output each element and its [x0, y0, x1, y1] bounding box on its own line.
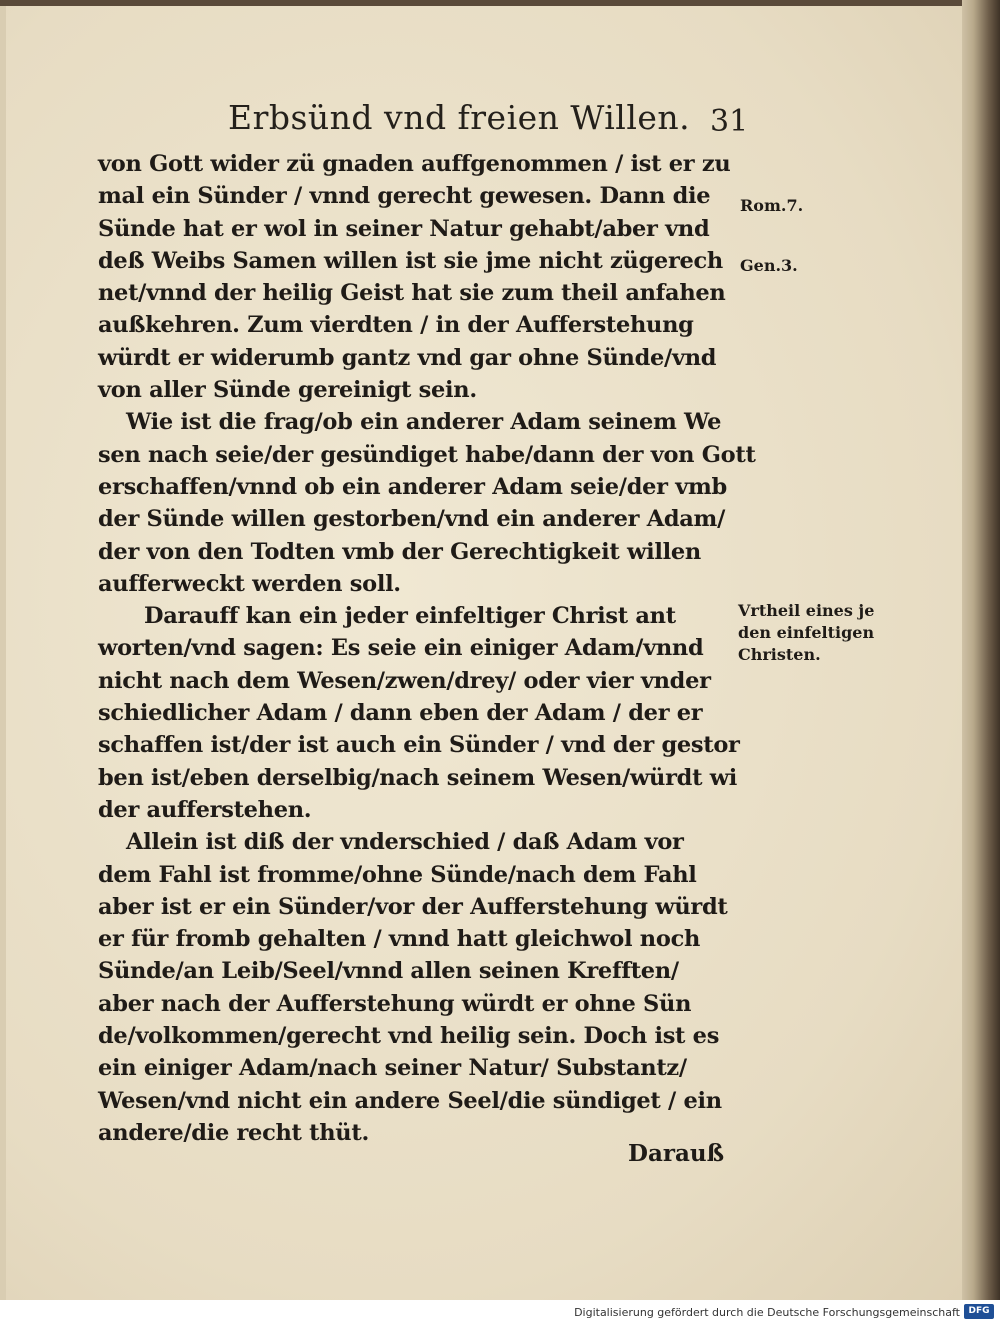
margin-note-line: Christen.	[738, 645, 821, 664]
text-line: ben ist/eben derselbig/nach seinem Wesen/würdt wi	[98, 764, 738, 791]
paragraph-start: Allein ist diß der vnderschied / daß Adam vor	[126, 829, 684, 856]
text-line: von aller Sünde gereinigt sein.	[98, 377, 477, 404]
text-line: Wesen/vnd nicht ein andere Seel/die sündiget / ein	[98, 1087, 722, 1114]
text-line: würdt er widerumb gantz vnd gar ohne Sünde/vnd	[98, 344, 717, 371]
text-line: nicht nach dem Wesen/zwen/drey/ oder vier vnder	[98, 667, 711, 694]
text-line: der von den Todten vmb der Gerechtigkeit willen	[98, 538, 701, 565]
text-line: andere/die recht thüt.	[98, 1119, 369, 1146]
body-text	[98, 148, 756, 1149]
text-line: mal ein Sünder / vnnd gerecht gewesen. Dann die	[98, 183, 711, 210]
text-line: aufferweckt werden soll.	[98, 570, 401, 597]
text-line: Sünde/an Leib/Seel/vnnd allen seinen Krefften/	[98, 958, 679, 985]
text-line: de/volkommen/gerecht vnd heilig sein. Doch ist es	[98, 1023, 720, 1050]
paragraph-start: Darauff kan ein jeder einfeltiger Christ ant	[144, 603, 676, 630]
page-number: 31	[710, 104, 749, 139]
text-line: worten/vnd sagen: Es seie ein einiger Adam/vnnd	[98, 635, 704, 662]
margin-note-line: Vrtheil eines je	[738, 601, 875, 620]
catchword: Darauß	[628, 1140, 725, 1167]
text-line: außkehren. Zum vierdten / in der Aufferstehung	[98, 312, 694, 339]
text-line: erschaffen/vnnd ob ein anderer Adam seie/der vmb	[98, 473, 727, 500]
text-line: schaffen ist/der ist auch ein Sünder / vnd der gestor	[98, 732, 740, 759]
margin-note-gen: Gen.3.	[740, 256, 798, 275]
text-line: aber ist er ein Sünder/vor der Aufferstehung würdt	[98, 893, 728, 920]
paragraph-start: Wie ist die frag/ob ein anderer Adam seinem We	[126, 409, 722, 436]
text-line: deß Weibs Samen willen ist sie jme nicht zügerech	[98, 247, 723, 274]
dfg-logo: DFG	[964, 1304, 994, 1319]
text-line: aber nach der Aufferstehung würdt er ohne Sün	[98, 990, 692, 1017]
text-line: sen nach seie/der gesündiget habe/dann der von Gott	[98, 441, 756, 468]
text-line: von Gott wider zü gnaden auffgenommen / ist er zu	[98, 151, 731, 177]
text-line: der aufferstehen.	[98, 796, 312, 823]
text-line: schiedlicher Adam / dann eben der Adam / der er	[98, 700, 703, 727]
page-gutter	[0, 6, 6, 1300]
text-line: der Sünde willen gestorben/vnd ein anderer Adam/	[98, 506, 725, 533]
running-head: Erbsünd vnd freien Willen.	[228, 98, 691, 137]
page-edge	[962, 0, 1000, 1300]
text-line: dem Fahl ist fromme/ohne Sünde/nach dem Fahl	[98, 861, 697, 888]
margin-note-rom: Rom.7.	[740, 196, 804, 215]
text-line: er für fromb gehalten / vnnd hatt gleichwol noch	[98, 926, 701, 953]
text-line: net/vnnd der heilig Geist hat sie zum theil anfahen	[98, 280, 726, 307]
funding-credit: Digitalisierung gefördert durch die Deutsche Forschungsgemeinschaft	[574, 1306, 960, 1319]
text-line: ein einiger Adam/nach seiner Natur/ Substantz/	[98, 1055, 687, 1082]
text-line: Sünde hat er wol in seiner Natur gehabt/aber vnd	[98, 215, 710, 242]
margin-note-urtheil	[738, 600, 874, 666]
margin-note-line: den einfeltigen	[738, 623, 875, 642]
